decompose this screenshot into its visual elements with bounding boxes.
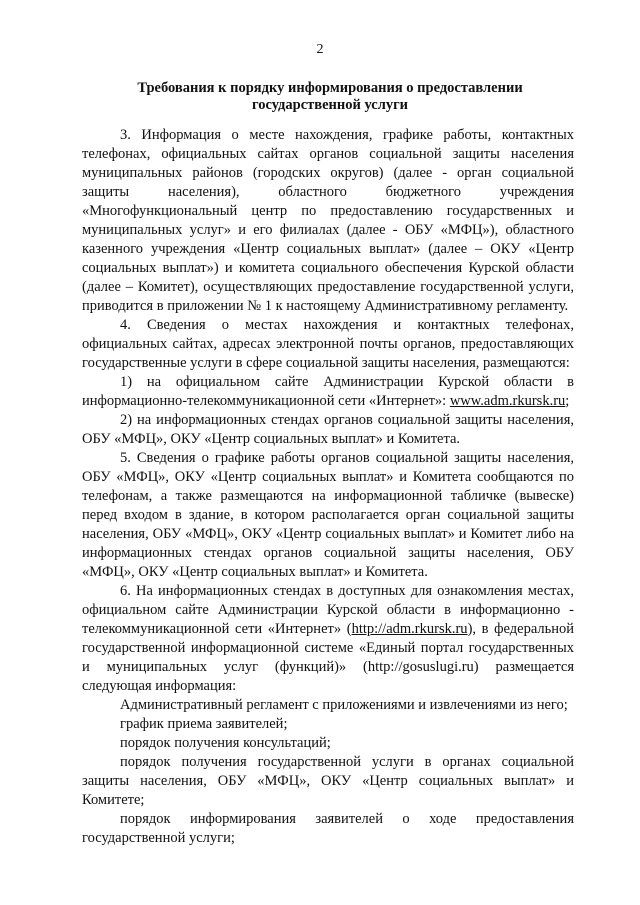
paragraph-6 xyxy=(82,582,574,696)
paragraph-5: 5. Сведения о графике работы органов социальной защиты населения, ОБУ «МФЦ», ОКУ «Центр социальных выплат» и Комитета сообщаются по телефонам, а также размещаются на информационной табличке (вывеске) перед входом в здание, в котором располагается орган социальной защиты населения, ОБУ «МФЦ», ОКУ «Центр социальных выплат» и Комитет либо на информационных стендах органов социальной защиты населения, ОБУ «МФЦ», ОКУ «Центр социальных выплат» и Комитета. xyxy=(82,450,574,580)
paragraph-6-text-b: ), в федеральной государственной информационной системе «Единый портал государственных и муниципальных услуг (функций)» (http://gosuslugi.ru) размещается следующая информация: xyxy=(82,621,575,694)
paragraph-4-item-2: 2) на информационных стендах органов социальной защиты населения, ОБУ «МФЦ», ОКУ «Центр социальных выплат» и Комитета. xyxy=(82,412,574,447)
list-item-1: Административный регламент с приложениями и извлечениями из него; xyxy=(120,697,568,713)
paragraph-3: 3. Информация о месте нахождения, графике работы, контактных телефонах, официальных сайтах органов социальной защиты населения муниципальных районов (городских округов) (далее - орган социальной защиты населения), областного бюджетного учреждения «Многофункциональный центр по предоставлению государственных и муниципальных услуг» и его филиалах (далее - ОБУ «МФЦ»), областного казенного учреждения «Центр социальных выплат» (далее – ОКУ «Центр социальных выплат») и комитета социального обеспечения Курской области (далее – Комитет), осуществляющих предоставление государственной услуги, приводится в приложении № 1 к настоящему Административному регламенту. xyxy=(82,127,574,314)
section-heading xyxy=(80,80,580,114)
paragraph-4: 4. Сведения о местах нахождения и контактных телефонах, официальных сайтах, адресах электронной почты органов, предоставляющих государственные услуги в сфере социальной защиты населения, размещаются: xyxy=(82,317,574,371)
adm-rkursk-http-link[interactable]: http://adm.rkursk.ru xyxy=(351,621,468,637)
list-item-5: порядок информирования заявителей о ходе предоставления государственной услуги; xyxy=(82,811,574,846)
list-item-4: порядок получения государственной услуги в органах социальной защиты населения, ОБУ «МФЦ», ОКУ «Центр социальных выплат» и Комитете; xyxy=(82,754,574,808)
heading-line-1: Требования к порядку информирования о предоставлении xyxy=(137,80,523,96)
page-number: 2 xyxy=(316,42,324,57)
paragraph-4-item-1-text: 1) на официальном сайте Администрации Курской области в информационно-телекоммуникационной сети «Интернет»: xyxy=(82,374,574,409)
list-item-2: график приема заявителей; xyxy=(120,716,288,732)
document-body xyxy=(82,126,574,848)
paragraph-6-text-a: 6. На информационных стендах в доступных для ознакомления местах, официальном сайте Администрации Курской области в информационно - телекоммуникационной сети «Интернет» ( xyxy=(82,583,574,637)
adm-rkursk-link[interactable]: www.adm.rkursk.ru xyxy=(449,393,566,409)
list-item-3: порядок получения консультаций; xyxy=(120,735,331,751)
heading-line-2: государственной услуги xyxy=(251,97,409,113)
paragraph-4-item-1: 1) на официальном сайте Администрации Курской области в информационно-телекоммуникационной сети «Интернет»: www.adm.rkursk.ru; xyxy=(82,374,574,409)
